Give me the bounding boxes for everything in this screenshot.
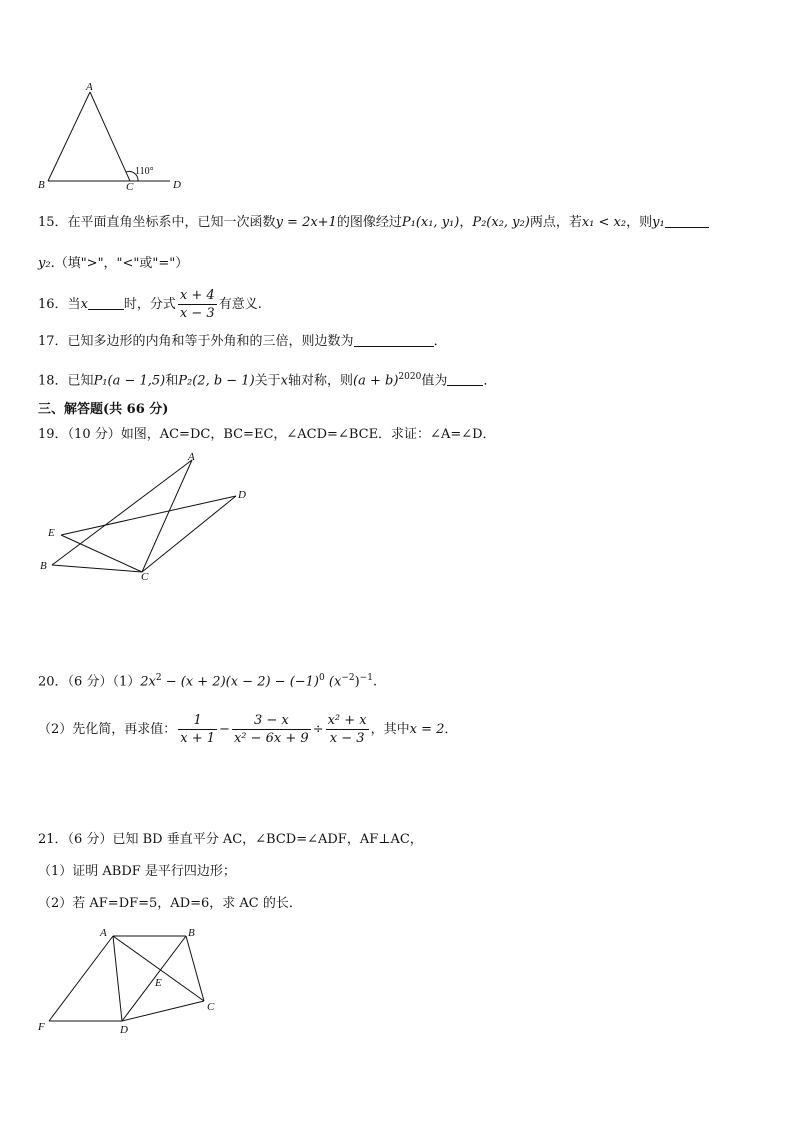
label-B: B [40, 560, 47, 572]
question-17: 17．已知多边形的内角和等于外角和的三倍，则边数为 ． [38, 334, 447, 349]
angle-label: 110° [135, 166, 154, 177]
label-A: A [188, 451, 195, 463]
answer-blank-18[interactable] [447, 371, 483, 386]
fraction-16: $\frac{x + 4}{x - 3}$ [179, 288, 215, 321]
question-18: 18．已知P₁(a − 1,5)和P₂(2, b − 1)关于x轴对称，则$(a + b)^{2020}$值为 ． [38, 372, 497, 389]
label-C: C [126, 181, 134, 193]
figure-19 [36, 448, 266, 583]
figure-21 [34, 922, 234, 1042]
label-C: C [141, 571, 149, 583]
question-16: 16．当x 时，分式 $\frac{x + 4}{x - 3}$ 有意义. [38, 288, 262, 321]
label-A: A [86, 81, 93, 93]
triangle-figure-top [30, 80, 200, 195]
label-B: B [38, 179, 45, 191]
question-19: 19．（10 分）如图，AC=DC，BC=EC，∠ACD=∠BCE．求证：∠A=∠D． [38, 427, 496, 442]
question-21-part1: （1）证明 ABDF 是平行四边形； [38, 864, 236, 879]
label-E: E [155, 977, 162, 989]
answer-blank-16[interactable] [88, 295, 124, 310]
question-21-part2: （2）若 AF=DF=5，AD=6，求 AC 的长． [38, 896, 302, 911]
label-E: E [48, 527, 55, 539]
label-F: F [38, 1021, 45, 1033]
answer-blank-17[interactable] [354, 332, 434, 347]
answer-blank-15[interactable] [665, 213, 709, 228]
label-C: C [207, 1001, 215, 1013]
label-D: D [120, 1024, 128, 1036]
section-title: 三、解答题(共 66 分) [38, 402, 169, 417]
fraction-2: $\frac{3 - x}{\text{x² − 6x + 9}}$ [233, 713, 309, 746]
fraction-1: $\frac{1}{x + 1}$ [180, 713, 216, 746]
question-21: 21．（6 分）已知 BD 垂直平分 AC，∠BCD=∠ADF，AF⊥AC， [38, 832, 423, 847]
question-15: 15．在平面直角坐标系中，已知一次函数y = 2x+1的图像经过P₁(x₁, y₁)，P₂(x₂, y₂)两点，若x₁ < x₂，则y₁ [38, 213, 709, 233]
label-B: B [188, 927, 195, 939]
label-D: D [238, 489, 246, 501]
label-D: D [173, 179, 181, 191]
question-15-cont: y₂.（填">"，"<"或"="） [38, 256, 189, 271]
fraction-3: $\frac{\text{x² + x}}{x - 3}$ [327, 713, 367, 746]
question-20-part2: （2）先化简，再求值： $\frac{1}{x + 1}$ − $\frac{3 - x}{\text{x² − 6x + 9}}$ ÷ $\frac{\text{x² + x}}{x - 3}$ ，其中x = 2． [38, 713, 458, 746]
label-A: A [100, 927, 107, 939]
question-20-part1: 20．（6 分）$(1)2x^2 - (x + 2)(x - 2) - (-1)^0$ $(x^{-2})^{-1}$. [38, 673, 378, 690]
